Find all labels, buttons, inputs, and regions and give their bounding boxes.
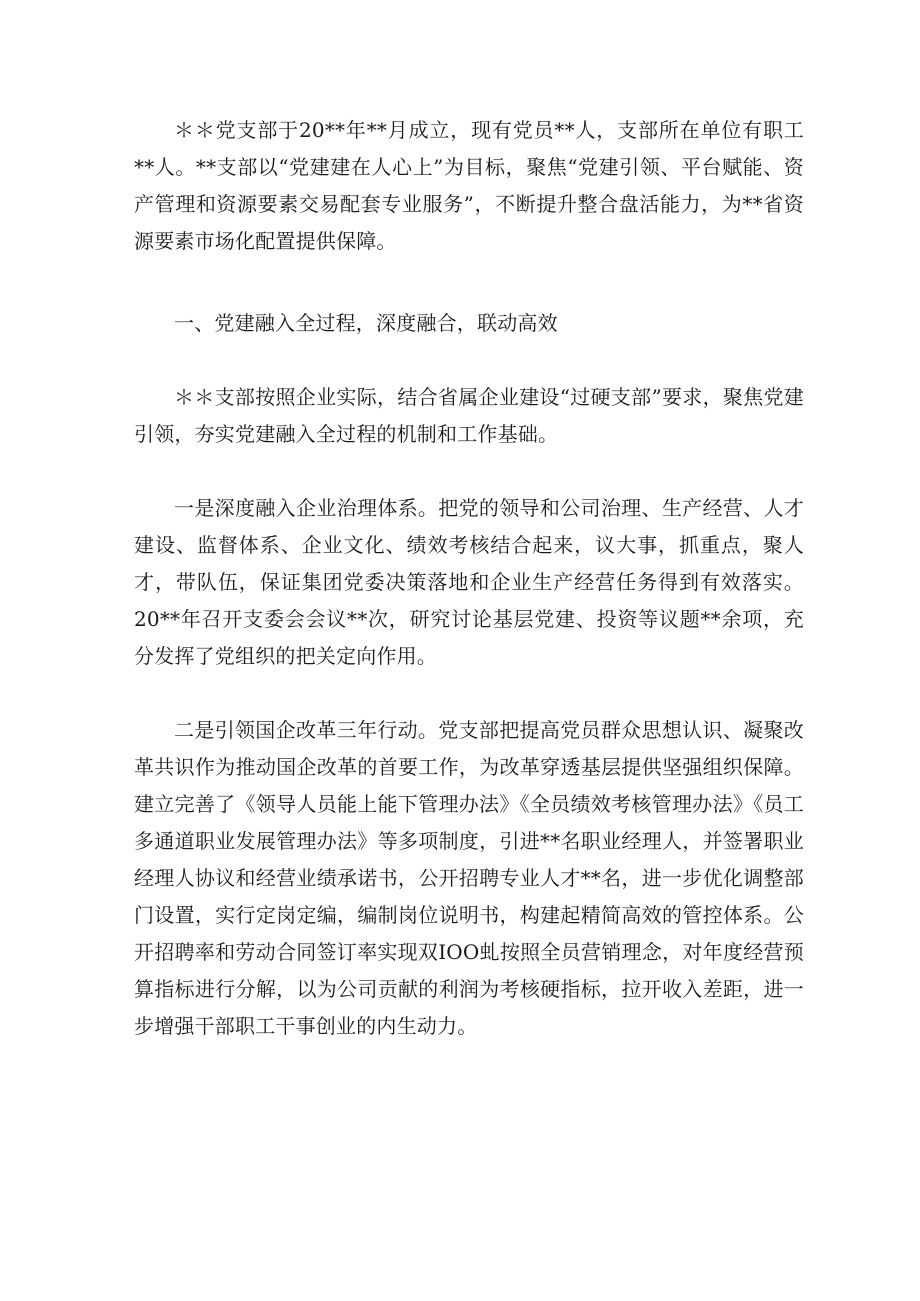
document-body [134,112,804,1045]
paragraph-intro: ＊＊党支部于20**年**月成立，现有党员**人，支部所在单位有职工**人。**支部以“党建建在人心上”为目标，聚焦“党建引领、平台赋能、资产管理和资源要素交易配套专业服务”，不断提升整合盘活能力，为**省资源要素市场化配置提供保障。 [134,118,804,253]
paragraph-section-intro: ＊＊支部按照企业实际，结合省属企业建设“过硬支部”要求，聚焦党建引领，夯实党建融入全过程的机制和工作基础。 [134,385,804,446]
section-heading-1: 一、党建融入全过程，深度融合，联动高效 [174,311,558,335]
paragraph-reform: 二是引领国企改革三年行动。党支部把提高党员群众思想认识、凝聚改革共识作为推动国企改革的首要工作，为改革穿透基层提供坚强组织保障。建立完善了《领导人员能上能下管理办法》《全员绩效考核管理办法》《员工多通道职业发展管理办法》等多项制度，引进**名职业经理人，并签署职业经理人协议和经营业绩承诺书，公开招聘专业人才**名，进一步优化调整部门设置，实行定岗定编，编制岗位说明书，构建起精简高效的管控体系。公开招聘率和劳动合同签订率实现双IOO虬按照全员营销理念，对年度经营预算指标进行分解，以为公司贡献的利润为考核硬指标，拉开收入差距，进一步增强干部职工干事创业的内生动力。 [134,718,804,1038]
paragraph-governance: 一是深度融入企业治理体系。把党的领导和公司治理、生产经营、人才建设、监督体系、企业文化、绩效考核结合起来，议大事，抓重点，聚人才，带队伍，保证集团党委决策落地和企业生产经营任务得到有效落实。20**年召开支委会会议**次，研究讨论基层党建、投资等议题**余项，充分发挥了党组织的把关定向作用。 [134,496,804,668]
